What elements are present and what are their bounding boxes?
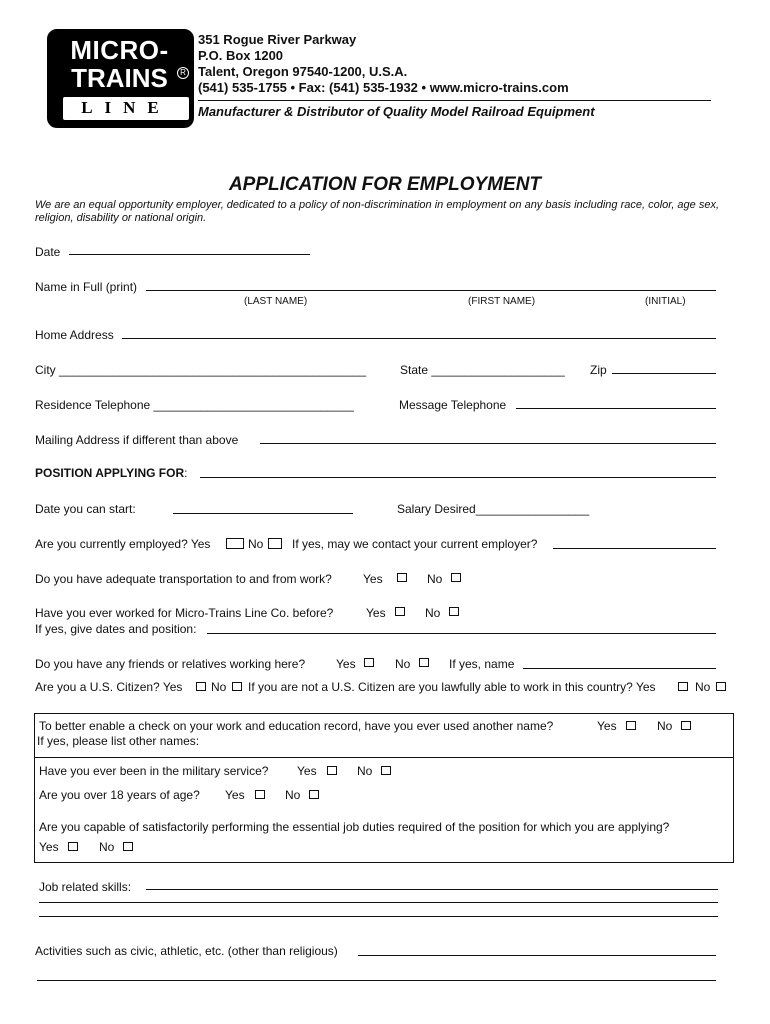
address-line-3: Talent, Oregon 97540-1200, U.S.A.	[198, 64, 408, 79]
transport-question: Do you have adequate transportation to and from work?	[35, 572, 332, 586]
over18-yes-label: Yes	[225, 788, 245, 802]
other-name-question: To better enable a check on your work and education record, have you ever used another name?	[39, 719, 554, 733]
citizen-question: Are you a U.S. Citizen? Yes	[35, 680, 183, 694]
worked-yes-label: Yes	[366, 606, 386, 620]
job-skills-field-2[interactable]	[39, 902, 718, 903]
military-yes-label: Yes	[297, 764, 317, 778]
over18-no-checkbox[interactable]	[309, 790, 319, 799]
other-name-no-label: No	[657, 719, 673, 733]
transport-yes-checkbox[interactable]	[397, 573, 407, 582]
other-name-no-checkbox[interactable]	[681, 721, 691, 730]
transport-no-checkbox[interactable]	[451, 573, 461, 582]
friends-question: Do you have any friends or relatives working here?	[35, 657, 306, 671]
zip-field[interactable]	[612, 373, 716, 374]
message-phone-label: Message Telephone	[399, 398, 507, 412]
worked-before-question: Have you ever worked for Micro-Trains Line Co. before?	[35, 606, 334, 620]
friends-name-field[interactable]	[523, 668, 716, 669]
letterhead-rule	[198, 100, 711, 101]
message-phone-field[interactable]	[516, 408, 716, 409]
job-skills-field-1[interactable]	[146, 889, 718, 890]
logo-line: LINE	[81, 98, 171, 117]
job-skills-field-3[interactable]	[39, 916, 718, 917]
logo-micro: MICRO-	[70, 35, 169, 65]
lawful-no-checkbox[interactable]	[716, 682, 726, 691]
state-field[interactable]: State ____________________	[400, 363, 565, 377]
other-name-yes-checkbox[interactable]	[626, 721, 636, 730]
friends-yes-label: Yes	[336, 657, 356, 671]
over18-no-label: No	[285, 788, 301, 802]
job-skills-label: Job related skills:	[39, 880, 132, 894]
home-address-field[interactable]	[122, 338, 716, 339]
capable-no-label: No	[99, 840, 115, 854]
lawful-yes-checkbox[interactable]	[678, 682, 688, 691]
lawful-no-label: No	[695, 680, 711, 694]
position-label-text: POSITION APPLYING FOR	[35, 466, 185, 480]
over18-yes-checkbox[interactable]	[255, 790, 265, 799]
citizen-no-label: No	[211, 680, 227, 694]
transport-no-label: No	[427, 572, 443, 586]
form-title: APPLICATION FOR EMPLOYMENT	[228, 174, 542, 195]
military-yes-checkbox[interactable]	[327, 766, 337, 775]
worked-dates-field[interactable]	[207, 633, 716, 634]
initial-caption: (INITIAL)	[645, 296, 686, 307]
military-no-checkbox[interactable]	[381, 766, 391, 775]
military-no-label: No	[357, 764, 373, 778]
address-line-2: P.O. Box 1200	[198, 48, 284, 63]
capable-no-checkbox[interactable]	[123, 842, 133, 851]
friends-no-checkbox[interactable]	[419, 658, 429, 667]
worked-no-checkbox[interactable]	[449, 607, 459, 616]
zip-label: Zip	[590, 363, 607, 377]
employed-no-label: No	[248, 537, 264, 551]
salary-field[interactable]: Salary Desired_________________	[397, 502, 590, 516]
position-label	[35, 466, 187, 480]
registered-mark: R	[177, 67, 189, 79]
over18-question: Are you over 18 years of age?	[39, 788, 200, 802]
employed-yes-checkbox[interactable]	[226, 538, 244, 549]
military-question: Have you ever been in the military service?	[39, 764, 269, 778]
transport-yes-label: Yes	[363, 572, 383, 586]
eeo-statement: We are an equal opportunity employer, dedicated to a policy of non-discrimination in employment on any basis including race, color, age sex, religion, disability or national origin.	[35, 199, 720, 224]
date-label: Date	[35, 245, 61, 259]
employed-question: Are you currently employed? Yes	[35, 537, 211, 551]
other-names-label: If yes, please list other names:	[37, 734, 200, 748]
home-address-label: Home Address	[35, 328, 114, 342]
position-field[interactable]	[200, 477, 716, 478]
employed-no-checkbox[interactable]	[268, 538, 282, 549]
worked-dates-label: If yes, give dates and position:	[35, 622, 197, 636]
last-name-caption: (LAST NAME)	[244, 296, 308, 307]
city-field[interactable]: City ______________________________________________	[35, 363, 366, 377]
contact-employer-question: If yes, may we contact your current employer?	[292, 537, 538, 551]
contact-line: (541) 535-1755 • Fax: (541) 535-1932 • www.micro-trains.com	[198, 80, 569, 95]
citizen-no-checkbox[interactable]	[232, 682, 242, 691]
citizen-yes-checkbox[interactable]	[196, 682, 206, 691]
capable-yes-label: Yes	[39, 840, 59, 854]
activities-field-2[interactable]	[37, 980, 716, 981]
friends-name-label: If yes, name	[449, 657, 515, 671]
date-field[interactable]	[69, 254, 310, 255]
name-label: Name in Full (print)	[35, 280, 138, 294]
start-date-field[interactable]	[173, 513, 353, 514]
tagline: Manufacturer & Distributor of Quality Model Railroad Equipment	[198, 104, 595, 119]
other-name-yes-label: Yes	[597, 719, 617, 733]
mailing-address-label: Mailing Address if different than above	[35, 433, 239, 447]
friends-yes-checkbox[interactable]	[364, 658, 374, 667]
contact-employer-field[interactable]	[553, 548, 716, 549]
company-logo	[47, 29, 194, 128]
worked-no-label: No	[425, 606, 441, 620]
activities-field-1[interactable]	[358, 955, 716, 956]
start-date-label: Date you can start:	[35, 502, 136, 516]
position-colon: :	[184, 466, 188, 480]
residence-phone-field[interactable]: Residence Telephone ______________________________	[35, 398, 354, 412]
friends-no-label: No	[395, 657, 411, 671]
mailing-address-field[interactable]	[260, 443, 716, 444]
lawful-question: If you are not a U.S. Citizen are you lawfully able to work in this country? Yes	[248, 680, 656, 694]
address-line-1: 351 Rogue River Parkway	[198, 32, 357, 47]
name-field[interactable]	[146, 290, 716, 291]
capable-yes-checkbox[interactable]	[68, 842, 78, 851]
capable-question: Are you capable of satisfactorily performing the essential job duties required of the position for which you are applying?	[39, 820, 670, 834]
other-names-field[interactable]	[35, 757, 733, 758]
activities-label: Activities such as civic, athletic, etc. (other than religious)	[35, 944, 338, 958]
first-name-caption: (FIRST NAME)	[468, 296, 536, 307]
worked-yes-checkbox[interactable]	[395, 607, 405, 616]
logo-trains: TRAINS	[71, 63, 168, 93]
